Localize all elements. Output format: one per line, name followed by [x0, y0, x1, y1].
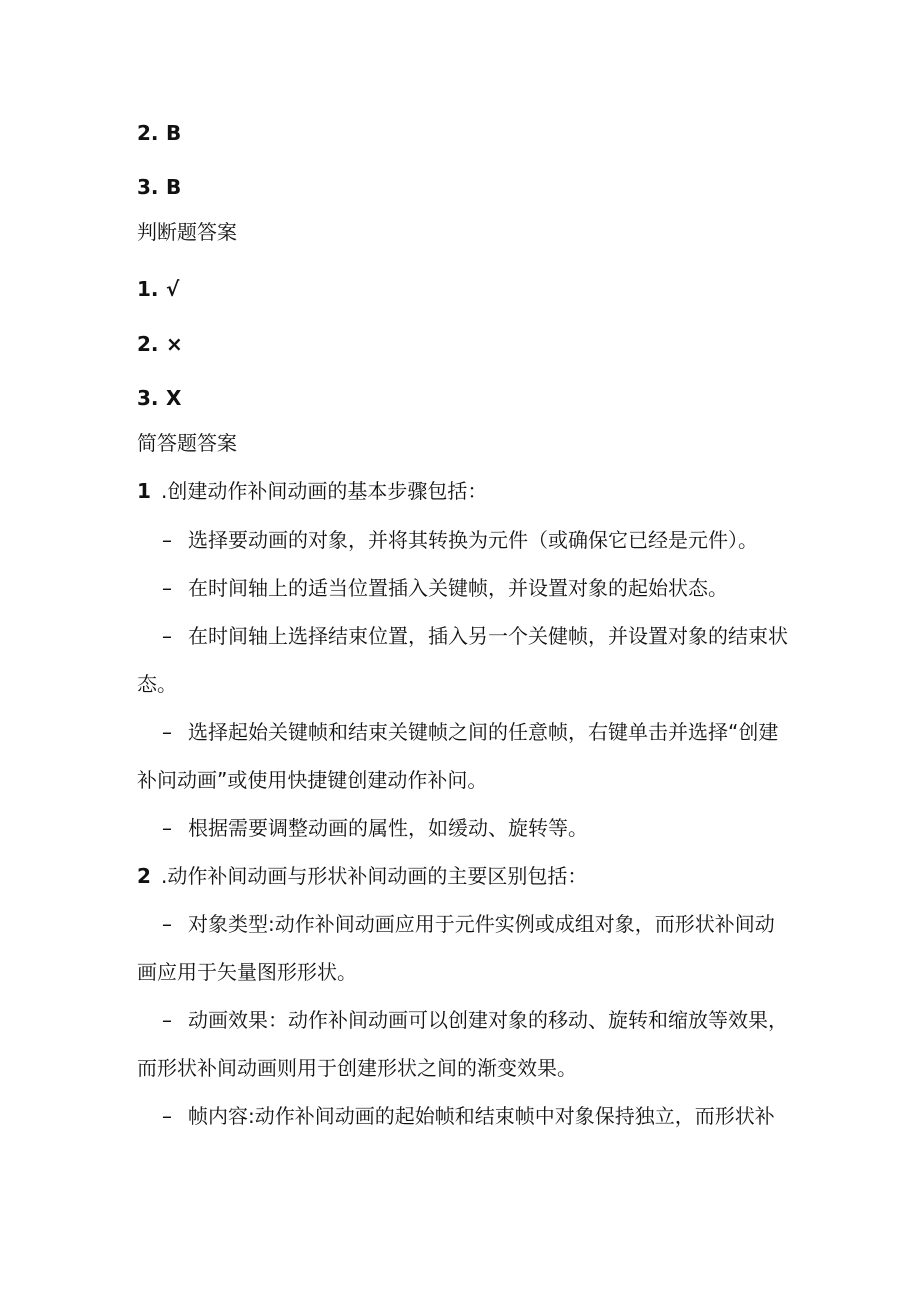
answer-number: 1. — [137, 277, 159, 301]
question-title — [137, 862, 788, 890]
answer-number: 3. — [137, 175, 159, 199]
answer-value: × — [166, 332, 183, 356]
list-item-text: 根据需要调整动画的属性，如缓动、旋转等。 — [188, 816, 588, 840]
list-item — [162, 718, 788, 746]
list-item — [162, 574, 788, 602]
list-item-text: 选择起始关键帧和结束关键帧之间的任意帧，右键单击并选择“创建 — [188, 720, 779, 744]
list-item — [162, 910, 788, 938]
answer-number: 2. — [137, 121, 159, 145]
list-item-text: 对象类型:动作补间动画应用于元件实例或成组对象，而形状补间动 — [188, 912, 775, 936]
answer-line — [137, 173, 788, 201]
dash-bullet: – — [162, 624, 172, 648]
list-item — [162, 814, 788, 842]
list-item-text: 在时间轴上的适当位置插入关键帧，并设置对象的起始状态。 — [188, 576, 728, 600]
dash-bullet: – — [162, 528, 172, 552]
list-item — [162, 1102, 788, 1130]
answer-line — [137, 275, 788, 303]
question-number: 2 — [137, 864, 151, 888]
list-item-text: 在时间轴上选择结束位置，插入另一个关健帧，并设置对象的结束状 — [188, 624, 788, 648]
section-heading-short-answer: 简答题答案 — [137, 431, 237, 455]
answer-value: X — [166, 386, 182, 410]
answer-value: √ — [166, 277, 180, 301]
list-item — [162, 526, 788, 554]
list-item-continuation: 态。 — [137, 672, 177, 696]
dash-bullet: – — [162, 576, 172, 600]
answer-line — [137, 384, 788, 412]
answer-value: B — [166, 175, 182, 199]
list-item — [162, 622, 788, 650]
list-item-continuation: 补问动画”或使用快捷键创建动作补问。 — [137, 768, 488, 792]
question-text: .动作补间动画与形状补间动画的主要区别包括： — [161, 864, 588, 888]
dash-bullet: – — [162, 816, 172, 840]
list-item-continuation: 而形状补间动画则用于创建形状之间的渐变效果。 — [137, 1056, 577, 1080]
list-item-text: 动画效果：动作补间动画可以创建对象的移动、旋转和缩放等效果， — [188, 1008, 788, 1032]
section-heading-true-false: 判断题答案 — [137, 220, 237, 244]
answer-line — [137, 119, 788, 147]
answer-value: B — [166, 121, 182, 145]
dash-bullet: – — [162, 912, 172, 936]
answer-line — [137, 330, 788, 358]
list-item — [162, 1006, 788, 1034]
question-text: .创建动作补间动画的基本步骤包括： — [161, 479, 488, 503]
answer-number: 3. — [137, 386, 159, 410]
answer-number: 2. — [137, 332, 159, 356]
list-item-continuation: 画应用于矢量图形形状。 — [137, 960, 357, 984]
dash-bullet: – — [162, 1008, 172, 1032]
question-number: 1 — [137, 479, 151, 503]
dash-bullet: – — [162, 1104, 172, 1128]
question-title — [137, 477, 788, 505]
dash-bullet: – — [162, 720, 172, 744]
list-item-text: 选择要动画的对象，并将其转换为元件（或确保它已经是元件）。 — [188, 528, 758, 552]
list-item-text: 帧内容:动作补间动画的起始帧和结束帧中对象保持独立，而形状补 — [188, 1104, 775, 1128]
